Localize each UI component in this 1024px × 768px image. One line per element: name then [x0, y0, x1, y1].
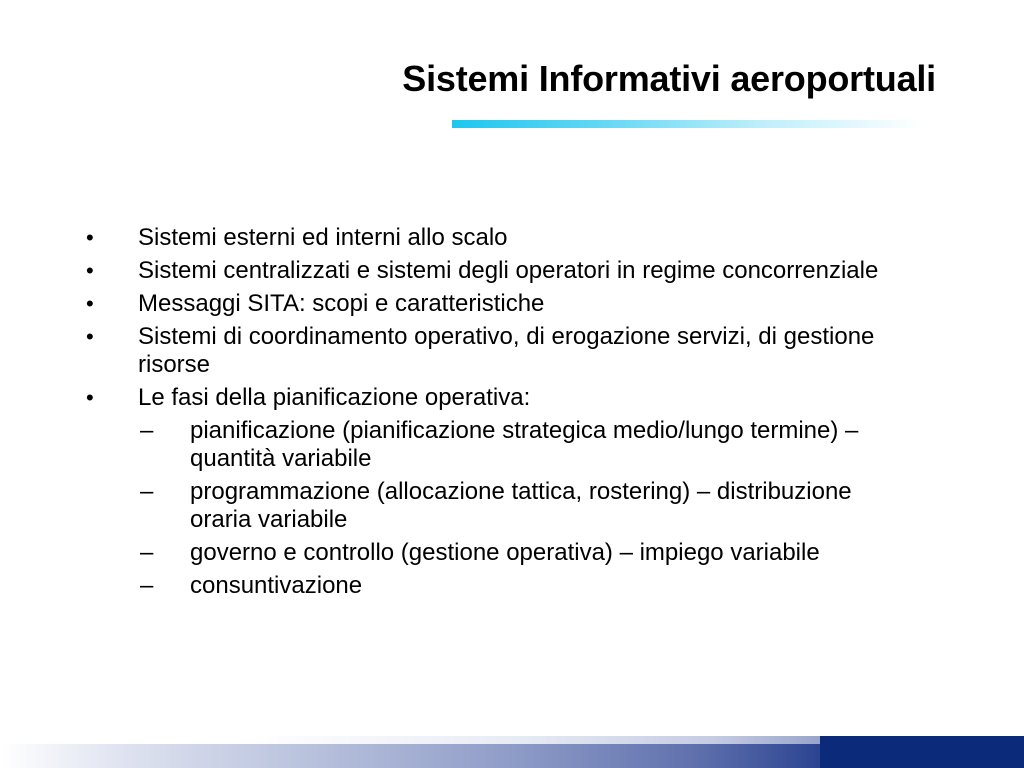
- bullet-item: [0, 384, 908, 412]
- sub-bullet-marker: –: [140, 572, 154, 599]
- bullet-text: Sistemi di coordinamento operativo, di erogazione servizi, di gestione risorse: [138, 323, 875, 378]
- sub-bullet-item: [0, 478, 870, 534]
- sub-bullet-marker: –: [140, 539, 154, 566]
- sub-bullet-text: programmazione (allocazione tattica, rostering) – distribuzione oraria variabile: [190, 478, 852, 533]
- bullet-marker: •: [86, 324, 94, 349]
- title-underline-decoration: [452, 120, 924, 128]
- sub-bullet-text: governo e controllo (gestione operativa) – impiego variabile: [190, 539, 820, 566]
- sub-bullet-text: pianificazione (pianificazione strategica medio/lungo termine) – quantità variabile: [190, 417, 859, 472]
- bullet-item: [0, 323, 908, 379]
- footer-navy-block: [820, 736, 1024, 768]
- slide-title: Sistemi Informativi aeroportuali: [402, 58, 936, 99]
- sub-bullet-item: [0, 417, 870, 473]
- bullet-list: [0, 224, 1024, 605]
- bullet-marker: •: [86, 258, 94, 283]
- bullet-text: Messaggi SITA: scopi e caratteristiche: [138, 290, 545, 317]
- sub-bullet-text: consuntivazione: [190, 572, 363, 599]
- sub-bullet-marker: –: [140, 478, 154, 505]
- bullet-marker: •: [86, 225, 94, 250]
- bullet-item: [0, 257, 908, 285]
- bullet-text: Le fasi della pianificazione operativa:: [138, 384, 531, 411]
- bullet-text: Sistemi centralizzati e sistemi degli operatori in regime concorrenziale: [138, 257, 879, 284]
- bullet-marker: •: [86, 385, 94, 410]
- sub-bullet-marker: –: [140, 417, 154, 444]
- footer-gradient-band: [0, 736, 1024, 768]
- bullet-item: [0, 224, 908, 252]
- bullet-item: [0, 290, 908, 318]
- sub-bullet-item: [0, 539, 870, 567]
- bullet-marker: •: [86, 291, 94, 316]
- bullet-text: Sistemi esterni ed interni allo scalo: [138, 224, 508, 251]
- sub-bullet-item: [0, 572, 870, 600]
